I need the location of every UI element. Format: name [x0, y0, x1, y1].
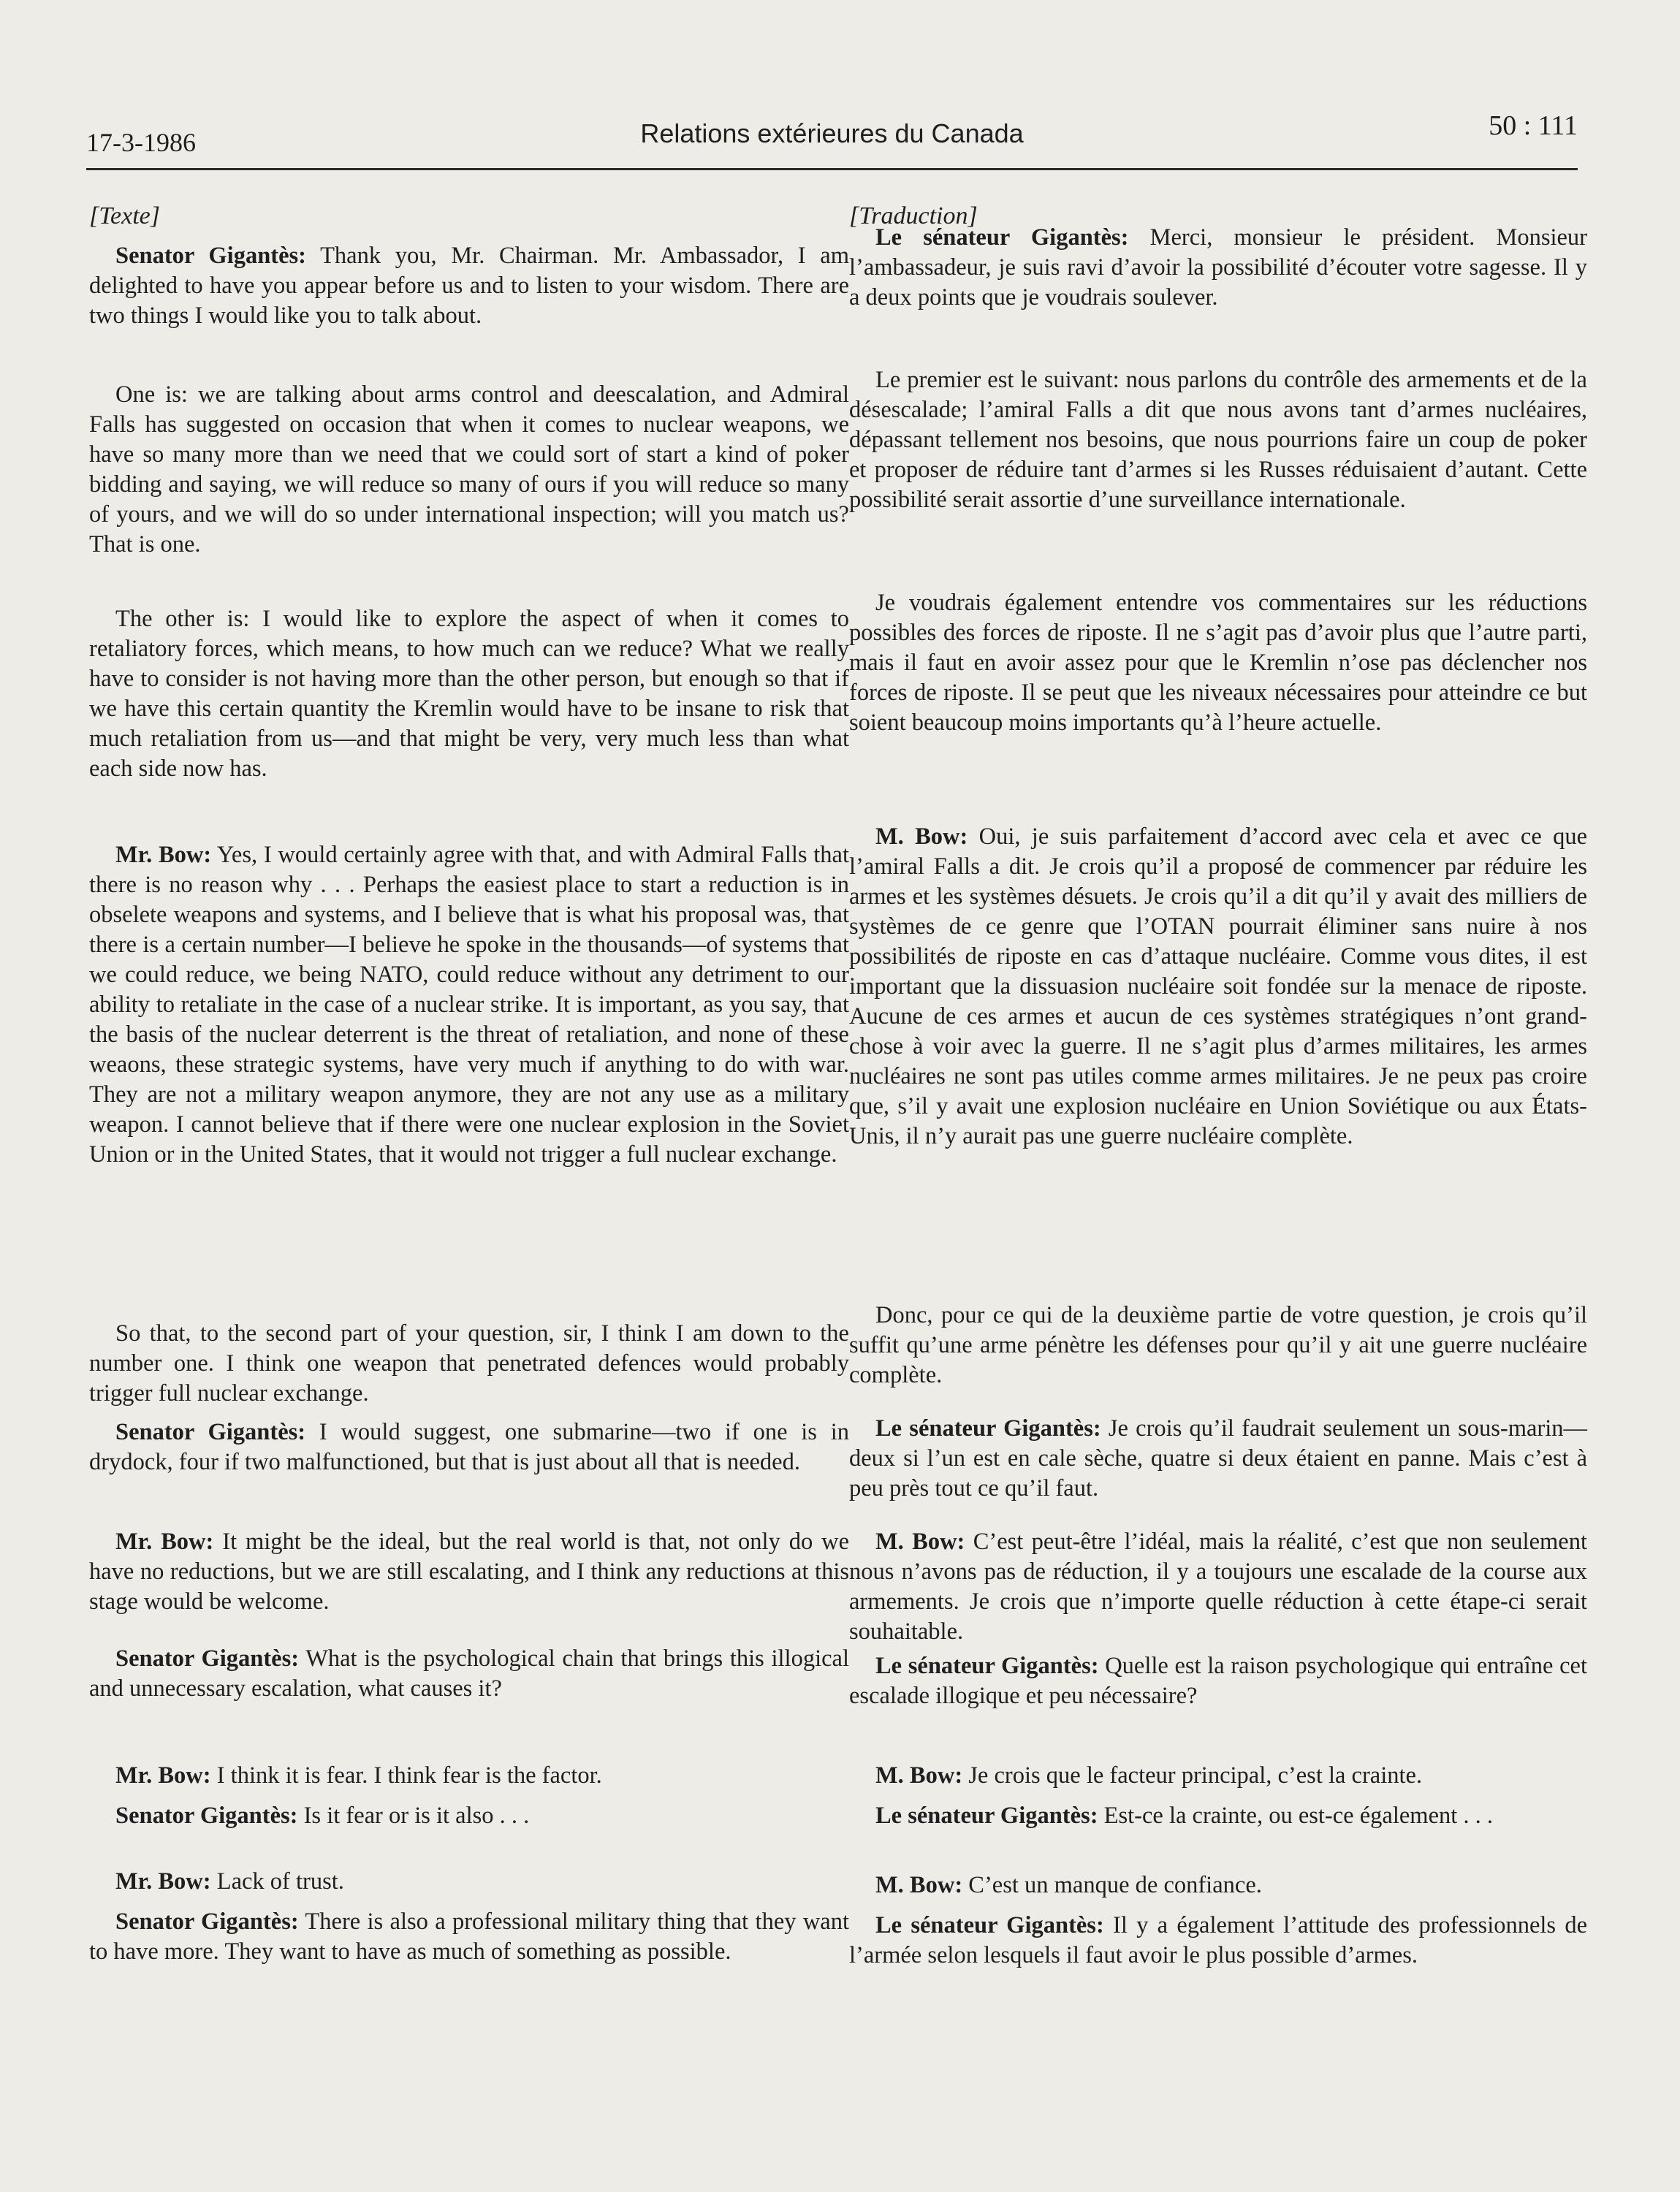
- english-column: [89, 201, 849, 2163]
- paragraph-text: Thank you, Mr. Chairman. Mr. Ambassador, I am delighted to have you appear before us and to listen to your wisdom. There are two things I would like you to talk about.: [89, 243, 849, 329]
- page-header: [86, 110, 1578, 170]
- language-tag: [Traduction]: [849, 202, 978, 229]
- paragraph-text: Donc, pour ce qui de la deuxième partie de votre question, je crois qu’il suffit qu’une arme pénètre les défenses pour qu’il y ait une guerre nucléaire complète.: [849, 1302, 1587, 1388]
- page-title: Relations extérieures du Canada: [640, 118, 1024, 148]
- speaker-name: Mr. Bow:: [115, 842, 212, 868]
- speaker-name: M. Bow:: [875, 1762, 963, 1789]
- paragraph: [849, 365, 1587, 515]
- paragraph: [89, 1867, 849, 1897]
- paragraph-text: What is the psychological chain that brings this illogical and unnecessary escalation, what causes it?: [89, 1645, 849, 1702]
- paragraph: [89, 840, 849, 1170]
- paragraph-text: Merci, monsieur le président. Monsieur l’ambassadeur, je suis ravi d’avoir la possibilité d’écouter votre sagesse. Il y a deux points que je voudrais soulever.: [849, 224, 1587, 311]
- paragraph-text: The other is: I would like to explore the aspect of when it comes to retaliatory forces, which means, to how much can we reduce? What we really have to consider is not having more than the other person, but enough so that if we have this certain quantity the Kremlin would have to be insane to risk that much retaliation from us—and that might be very, very much less than what each side now has.: [89, 606, 849, 782]
- paragraph: [89, 1319, 849, 1409]
- paragraph-text: C’est peut-être l’idéal, mais la réalité, c’est que non seulement nous n’avons pas de réduction, il y a toujours une escalade de la course aux armements. Je crois que n’importe quelle réduction à cette étape-ci serait souhaitable.: [849, 1529, 1587, 1645]
- paragraph: [89, 1644, 849, 1704]
- paragraph: [849, 1911, 1587, 1971]
- speaker-name: Le sénateur Gigantès:: [875, 1653, 1099, 1679]
- paragraph: [89, 1801, 849, 1831]
- paragraph: [849, 1301, 1587, 1390]
- paragraph: [849, 1527, 1587, 1647]
- paragraph: [849, 1414, 1587, 1504]
- paragraph-text: Je crois qu’il faudrait seulement un sous-marin—deux si l’un est en cale sèche, quatre si deux étaient en panne. Mais c’est à peu près tout ce qu’il faut.: [849, 1415, 1588, 1502]
- speaker-name: Senator Gigantès:: [115, 243, 306, 269]
- speaker-name: M. Bow:: [875, 1529, 965, 1555]
- paragraph-text: I would suggest, one submarine—two if one is in drydock, four if two malfunctioned, but that is just about all that is needed.: [89, 1419, 849, 1475]
- paragraph-text: Quelle est la raison psychologique qui entraîne cet escalade illogique et peu nécessaire?: [849, 1653, 1587, 1709]
- paragraph-text: Je crois que le facteur principal, c’est la crainte.: [962, 1762, 1423, 1789]
- paragraph: [89, 1761, 849, 1791]
- paragraph-text: One is: we are talking about arms control and deescalation, and Admiral Falls has suggested on occasion that when it comes to nuclear weapons, we have so many more than we need that we could sort of start a kind of poker bidding and saying, we will reduce so many of ours if you will reduce so many of yours, and we will do so under international inspection; will you match us? That is one.: [89, 381, 849, 557]
- paragraph-text: Yes, I would certainly agree with that, and with Admiral Falls that there is no reason why . . . Perhaps the easiest place to start a reduction is in obselete weapons and systems, and I believe that is what his proposal was, that there is a certain number—I believe he spoke in the thousands—of systems that we could reduce, we being NATO, could reduce without any detriment to our ability to retaliate in the case of a nuclear strike. It is important, as you say, that the basis of the nuclear deterrent is the threat of retaliation, and none of these weaons, these strategic systems, have very much if anything to do with war. They are not a military weapon anymore, they are not any use as a military weapon. I cannot believe that if there were one nuclear explosion in the Soviet Union or in the United States, that it would not trigger a full nuclear exchange.: [89, 842, 849, 1168]
- speaker-name: Le sénateur Gigantès:: [875, 1415, 1101, 1442]
- paragraph: [89, 241, 849, 331]
- paragraph-text: Je voudrais également entendre vos commentaires sur les réductions possibles des forces de riposte. Il ne s’agit pas d’avoir plus que l’autre parti, mais il faut en avoir assez pour que le Kremlin n’ose pas déclencher nos forces de riposte. Il se peut que les niveaux nécessaires pour atteindre ce but soient beaucoup moins importants qu’à l’heure actuelle.: [849, 590, 1587, 736]
- paragraph: [849, 822, 1587, 1152]
- paragraph-text: I think it is fear. I think fear is the factor.: [210, 1762, 602, 1789]
- speaker-name: Mr. Bow:: [115, 1529, 214, 1555]
- paragraph: [849, 1761, 1587, 1791]
- paragraph-text: Is it fear or is it also . . .: [297, 1803, 530, 1829]
- speaker-name: Le sénateur Gigantès:: [875, 1912, 1104, 1938]
- speaker-name: Senator Gigantès:: [115, 1803, 298, 1829]
- speaker-name: Senator Gigantès:: [115, 1909, 299, 1935]
- paragraph-text: Le premier est le suivant: nous parlons du contrôle des armements et de la désescalade; l’amiral Falls a dit que nous avons tant d’armes nucléaires, dépassant tellement nos besoins, que nous pourrions faire un coup de poker et proposer de réduire tant d’armes si les Russes réduisaient d’autant. Cette possibilité serait assortie d’une surveillance internationale.: [849, 367, 1587, 513]
- speaker-name: M. Bow:: [875, 823, 968, 850]
- paragraph: [89, 1417, 849, 1477]
- paragraph-text: Est-ce la crainte, ou est-ce également . . .: [1098, 1803, 1494, 1829]
- speaker-name: Mr. Bow:: [115, 1762, 211, 1789]
- paragraph: [89, 1527, 849, 1617]
- paragraph: [849, 223, 1587, 313]
- paragraph: [89, 380, 849, 560]
- paragraph: [89, 604, 849, 784]
- paragraph-text: Il y a également l’attitude des professionnels de l’armée selon lesquels il faut avoir le plus possible d’armes.: [849, 1912, 1588, 1968]
- paragraph: [849, 1801, 1587, 1831]
- speaker-name: M. Bow:: [875, 1872, 963, 1898]
- paragraph-text: It might be the ideal, but the real world is that, not only do we have no reductions, but we are still escalating, and I think any reductions at this stage would be welcome.: [89, 1529, 850, 1615]
- paragraph-text: There is also a professional military thing that they want to have more. They want to have as much of something as possible.: [89, 1909, 849, 1965]
- language-tag: [Texte]: [89, 202, 160, 229]
- speaker-name: Senator Gigantès:: [115, 1419, 306, 1445]
- page-number: 50 : 111: [1489, 110, 1578, 141]
- paragraph: [849, 1651, 1587, 1711]
- paragraph-text: Oui, je suis parfaitement d’accord avec cela et avec ce que l’amiral Falls a dit. Je crois qu’il a proposé de commencer par réduire les armes et les systèmes désuets. Je crois qu’il a dit qu’il y avait des milliers de systèmes de ce genre que l’OTAN pourrait éliminer sans nuire à nos possibilités de riposte en cas d’attaque nucléaire. Comme vous dites, il est important que la dissuasion nucléaire soit fondée sur la menace de riposte. Aucune de ces armes et aucun de ces systèmes stratégiques n’ont grand-chose à voir avec la guerre. Il ne s’agit plus d’armes militaires, les armes nucléaires ne sont pas utiles comme armes militaires. Je ne peux pas croire que, s’il y avait une explosion nucléaire en Union Soviétique ou aux États-Unis, il n’y aurait pas une guerre nucléaire complète.: [849, 823, 1587, 1149]
- paragraph-text: C’est un manque de confiance.: [962, 1872, 1262, 1898]
- paragraph-text: So that, to the second part of your question, sir, I think I am down to the number one. I think one weapon that penetrated defences would probably trigger full nuclear exchange.: [89, 1320, 849, 1407]
- paragraph: [89, 1907, 849, 1967]
- speaker-name: Senator Gigantès:: [115, 1645, 300, 1672]
- french-column: [849, 201, 1587, 2163]
- paragraph: [849, 588, 1587, 738]
- page-date: 17-3-1986: [86, 128, 196, 157]
- speaker-name: Le sénateur Gigantès:: [875, 1803, 1098, 1829]
- speaker-name: Le sénateur Gigantès:: [875, 224, 1129, 251]
- paragraph: [849, 1871, 1587, 1900]
- speaker-name: Mr. Bow:: [115, 1868, 211, 1895]
- paragraph-text: Lack of trust.: [210, 1868, 344, 1895]
